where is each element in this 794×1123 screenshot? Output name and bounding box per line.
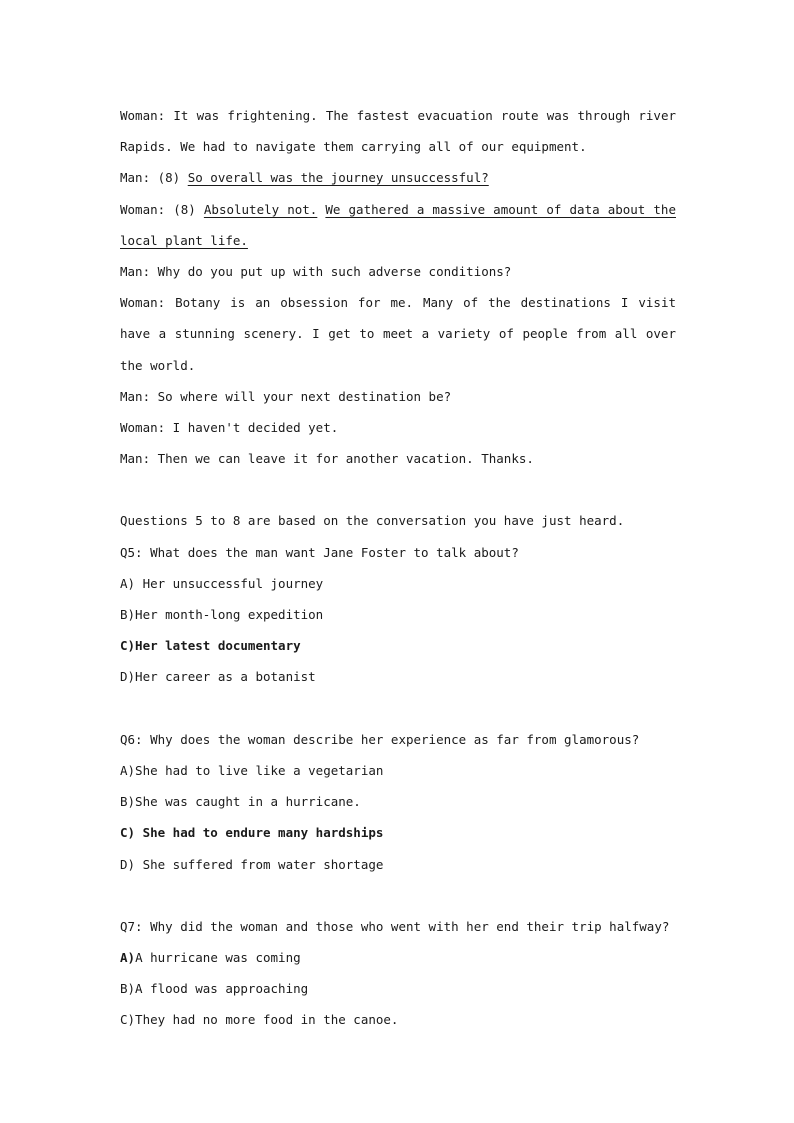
dialogue-line bbox=[120, 194, 676, 225]
document-page bbox=[120, 100, 676, 1036]
underlined-answer: We gathered a massive amount of data about the bbox=[325, 201, 676, 217]
answer-option bbox=[120, 942, 676, 973]
dialogue-line: Woman: I haven't decided yet. bbox=[120, 419, 339, 435]
underlined-answer: So overall was the journey unsuccessful? bbox=[187, 170, 489, 186]
dialogue-line: Man: Why do you put up with such adverse conditions? bbox=[120, 263, 512, 279]
correct-answer-label: A) bbox=[120, 950, 136, 966]
question-text: Q6: Why does the woman describe her experience as far from glamorous? bbox=[120, 731, 640, 747]
dialogue-line: Woman: It was frightening. The fastest evacuation route was through river bbox=[120, 108, 676, 123]
speaker-prefix: Woman: (8) bbox=[120, 201, 204, 217]
dialogue-line: have a stunning scenery. I get to meet a variety of people from all over bbox=[120, 326, 676, 342]
question-text: Q7: Why did the woman and those who went with her end their trip halfway? bbox=[120, 918, 670, 934]
speaker-prefix: Man: (8) bbox=[120, 170, 188, 186]
answer-option: D)Her career as a botanist bbox=[120, 669, 316, 685]
spacer bbox=[120, 693, 676, 724]
spacer bbox=[120, 880, 676, 911]
answer-option: B)She was caught in a hurricane. bbox=[120, 794, 361, 810]
dialogue-line: Woman: Botany is an obsession for me. Many of the destinations I visit bbox=[120, 295, 676, 311]
dialogue-line: Man: Then we can leave it for another vacation. Thanks. bbox=[120, 451, 534, 467]
answer-option: A) Her unsuccessful journey bbox=[120, 575, 324, 591]
answer-option: D) She suffered from water shortage bbox=[120, 856, 384, 872]
answer-option: A)She had to live like a vegetarian bbox=[120, 762, 384, 778]
answer-option: B)A flood was approaching bbox=[120, 981, 309, 997]
question-text: Q5: What does the man want Jane Foster to talk about? bbox=[120, 544, 519, 560]
answer-option: C)They had no more food in the canoe. bbox=[120, 1012, 399, 1028]
dialogue-line: the world. bbox=[120, 357, 196, 373]
dialogue-line bbox=[120, 162, 676, 193]
correct-answer-option: C)Her latest documentary bbox=[120, 638, 301, 654]
answer-option: B)Her month-long expedition bbox=[120, 607, 324, 622]
dialogue-line bbox=[120, 225, 676, 256]
answer-text: A hurricane was coming bbox=[135, 950, 301, 966]
underlined-answer: local plant life. bbox=[120, 232, 248, 248]
underlined-answer: Absolutely not. bbox=[203, 201, 318, 217]
correct-answer-option: C) She had to endure many hardships bbox=[120, 825, 384, 841]
dialogue-line: Rapids. We had to navigate them carrying all of our equipment. bbox=[120, 139, 587, 155]
spacer bbox=[120, 474, 676, 505]
questions-intro: Questions 5 to 8 are based on the conversation you have just heard. bbox=[120, 513, 625, 529]
dialogue-line: Man: So where will your next destination be? bbox=[120, 388, 452, 404]
